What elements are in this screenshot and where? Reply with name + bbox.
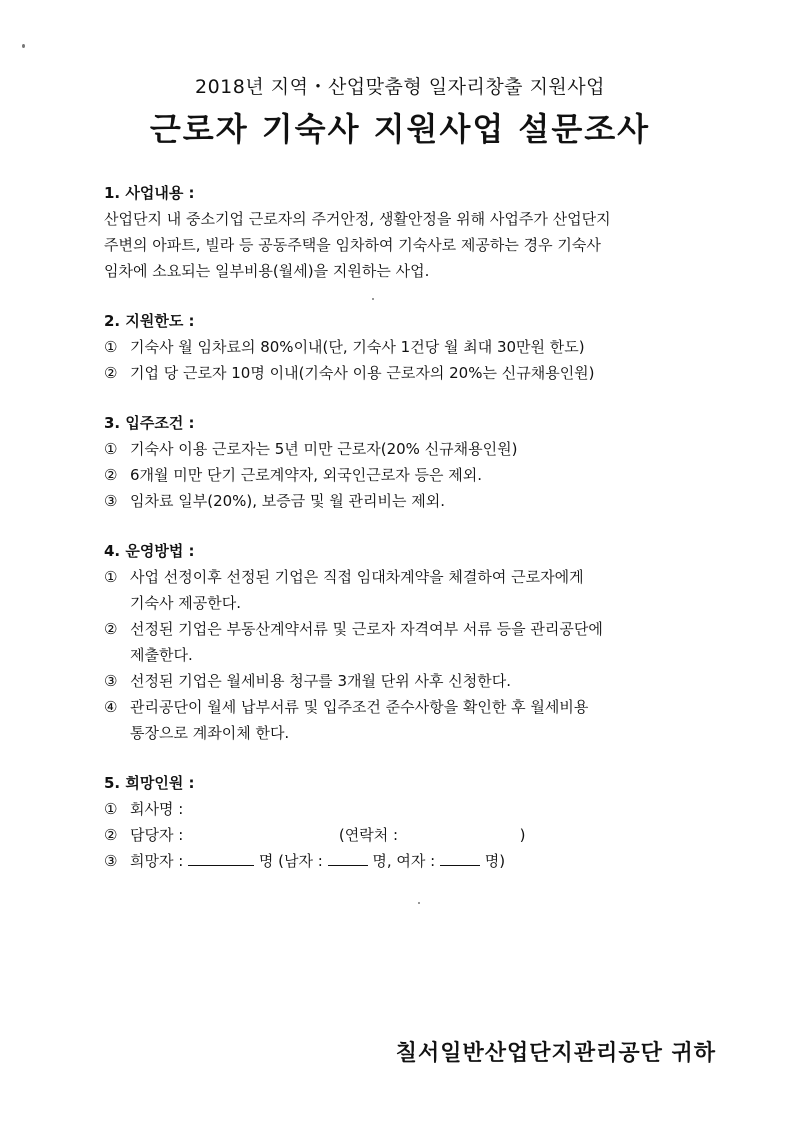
company-name-field[interactable] — [188, 800, 368, 814]
item-text: 기숙사 제공한다. — [130, 594, 241, 612]
section-residence-conditions — [104, 410, 704, 514]
list-item — [104, 360, 704, 386]
item-number: ③ — [104, 852, 118, 870]
item-number: ① — [104, 568, 118, 586]
item-number: ② — [104, 466, 118, 484]
item-text: 6개월 미만 단기 근로계약자, 외국인근로자 등은 제외. — [130, 466, 482, 484]
document-body — [104, 180, 704, 898]
contact-label: (연락처 : — [338, 826, 399, 844]
list-item — [104, 616, 704, 668]
applicants-label: 희망자 : — [130, 852, 184, 870]
section-paragraph-line: 임차에 소요되는 일부비용(월세)을 지원하는 사업. — [104, 262, 430, 280]
item-number: ① — [104, 338, 118, 356]
item-text: 기숙사 월 임차료의 80%이내(단, 기숙사 1건당 월 최대 30만원 한도) — [130, 338, 585, 356]
item-text: 관리공단이 월세 납부서류 및 입주조건 준수사항을 확인한 후 월세비용 — [130, 698, 589, 716]
item-number: ② — [104, 620, 118, 638]
list-item — [104, 668, 704, 694]
section-support-limit — [104, 308, 704, 386]
applicants-end: 명) — [484, 852, 506, 870]
section-paragraph-line: 주변의 아파트, 빌라 등 공동주택을 임차하여 기숙사로 제공하는 경우 기숙사 — [104, 236, 601, 254]
contact-close: ) — [519, 826, 526, 844]
item-number: ③ — [104, 672, 118, 690]
list-item — [104, 436, 704, 462]
scan-speck — [22, 44, 25, 48]
item-text: 선정된 기업은 부동산계약서류 및 근로자 자격여부 서류 등을 관리공단에 — [130, 620, 603, 638]
item-number: ③ — [104, 492, 118, 510]
section-heading: 1. 사업내용 : — [104, 184, 195, 202]
applicants-total-blank[interactable] — [188, 851, 254, 866]
section-desired-personnel — [104, 770, 704, 874]
list-item — [104, 564, 704, 616]
document-subtitle: 2018년 지역・산업맞춤형 일자리창출 지원사업 — [195, 76, 605, 98]
item-number: ② — [104, 826, 118, 844]
list-item — [104, 334, 704, 360]
section-heading: 3. 입주조건 : — [104, 414, 195, 432]
manager-row — [104, 822, 704, 848]
company-name-label: 회사명 : — [130, 800, 184, 818]
item-text: 통장으로 계좌이체 한다. — [130, 724, 290, 742]
contact-field[interactable] — [403, 826, 515, 840]
recipient-signature: 칠서일반산업단지관리공단 귀하 — [395, 1041, 716, 1066]
applicants-male-label: 명 (남자 : — [258, 852, 323, 870]
list-item — [104, 462, 704, 488]
manager-label: 담당자 : — [130, 826, 184, 844]
item-text: 제출한다. — [130, 646, 193, 664]
section-heading: 4. 운영방법 : — [104, 542, 195, 560]
item-text: 임차료 일부(20%), 보증금 및 월 관리비는 제외. — [130, 492, 446, 510]
item-text: 기숙사 이용 근로자는 5년 미만 근로자(20% 신규채용인원) — [130, 440, 518, 458]
applicants-female-blank[interactable] — [440, 851, 480, 866]
list-item — [104, 694, 704, 746]
item-number: ① — [104, 800, 118, 818]
section-paragraph-line: 산업단지 내 중소기업 근로자의 주거안정, 생활안정을 위해 사업주가 산업단지 — [104, 210, 611, 228]
item-text: 사업 선정이후 선정된 기업은 직접 임대차계약을 체결하여 근로자에게 — [130, 568, 584, 586]
section-operation-method — [104, 538, 704, 746]
item-number: ④ — [104, 698, 118, 716]
item-text: 기업 당 근로자 10명 이내(기숙사 이용 근로자의 20%는 신규채용인원) — [130, 364, 595, 382]
item-number: ② — [104, 364, 118, 382]
document-title: 근로자 기숙사 지원사업 설문조사 — [149, 110, 651, 148]
section-heading: 5. 희망인원 : — [104, 774, 195, 792]
company-name-row — [104, 796, 704, 822]
applicants-male-blank[interactable] — [328, 851, 368, 866]
manager-name-field[interactable] — [188, 826, 334, 840]
applicants-female-label: 명, 여자 : — [372, 852, 436, 870]
item-text: 선정된 기업은 월세비용 청구를 3개월 단위 사후 신청한다. — [130, 672, 511, 690]
section-heading: 2. 지원한도 : — [104, 312, 195, 330]
section-business-content — [104, 180, 704, 284]
scan-speck — [418, 902, 420, 904]
list-item — [104, 488, 704, 514]
item-number: ① — [104, 440, 118, 458]
applicants-row — [104, 848, 704, 874]
